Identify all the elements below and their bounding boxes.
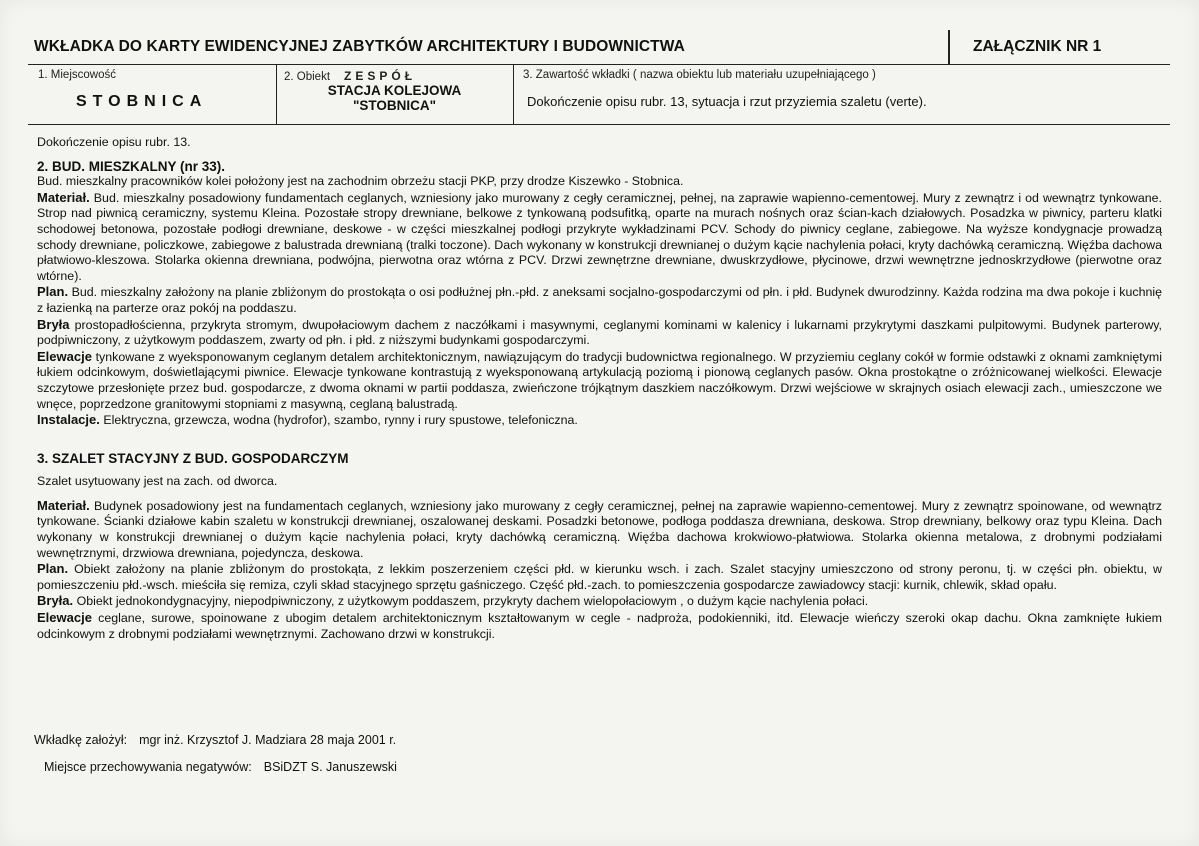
material-label: Materiał. (37, 497, 90, 513)
elewacje-text: ceglane, surowe, spoinowane z ubogim detalem architektonicznym kształtowanym w cegle - nadproża, podokienniki, itd. Elewacje wieńczy szeroki okap dachu. Okna zamknięte łukiem odcinkowym z drobnymi podziałami wewnętrznymi. Zachowano drzwi w konstrukcji. (37, 611, 1162, 641)
section-2-material (37, 190, 1162, 285)
section-2-title: 2. BUD. MIESZKALNY (nr 33). (37, 158, 226, 174)
content-value: Dokończenie opisu rubr. 13, sytuacja i rzut przyziemia szaletu (verte). (527, 94, 927, 109)
form-header (28, 30, 1170, 65)
elewacje-label: Elewacje (37, 348, 92, 364)
object-label-row (284, 69, 416, 83)
section-2-plan (37, 284, 1162, 316)
form-fields-row (28, 64, 1170, 125)
storage-line (44, 760, 397, 774)
object-value-line1: STACJA KOLEJOWA (327, 83, 462, 98)
material-text: Budynek posadowiony jest na fundamentach ceglanych, wzniesiony jako murowany z cegły ceramicznej, pełnej na zaprawie wapienno-cementowej. Mury z zewnątrz spoinowane, od wewnątrz tynkowane. Ścianki działowe kabin szaletu w konstrukcji drewnianej, oszalowanej deskami. Posadzki betonowe, podłoga poddasza drewniana, deskowa. Strop drewniany, belkowy oraz typu Kleina. Dach wykonany w konstrukcji drewnianej o dużym kącie nachylenia połaci, kryty dachówką ceramiczną. Więźba dachowa krokwiowo-płatwiowa. Stolarka okienna metalowa, z drobnymi podziałami wewnętrznymi, drzwiowa drewniana, pojedyncza, deskowa. (37, 498, 1162, 560)
bryla-label: Bryła. (37, 593, 74, 609)
intro-text: Dokończenie opisu rubr. 13. (37, 135, 191, 149)
plan-text: Obiekt założony na planie zbliżonym do prostokąta, z lekkim poszerzeniem części płd. w kierunku wsch. i zach. Szalet stacyjny umieszczono od strony peronu, tj. w części płn. obiektu, w pomieszczeniu płd.-wsch. mieściła się remiza, czyli skład stacyjnego sprzętu gaśniczego. Część płd.-zach. to pomieszczenia gospodarcze zawiadowcy stacji: kurnik, chlewik, skład opału. (37, 562, 1162, 592)
locality-value: STOBNICA (76, 93, 208, 110)
section-2-instalacje (37, 412, 1162, 429)
plan-label: Plan. (37, 561, 69, 577)
form-title: WKŁADKA DO KARTY EWIDENCYJNEJ ZABYTKÓW ARCHITEKTURY I BUDOWNICTWA (34, 38, 685, 55)
plan-text: Bud. mieszkalny założony na planie zbliżonym do prostokąta o osi podłużnej płn.-płd. z aneksami socjalno-gospodarczymi od płn. i płd. Budynek dwurodzinny. Każda rodzina ma dwa pokoje i kuchnię z łazienką na parterze oraz pokój na poddaszu. (37, 285, 1162, 315)
content-label: 3. Zawartość wkładki ( nazwa obiektu lub materiału uzupełniającego ) (523, 69, 876, 81)
bryla-text: Obiekt jednokondygnacyjny, niepodpiwniczony, z użytkowym poddaszem, przykryty dachem wielopołaciowym , o dużym kącie nachylenia połaci. (76, 594, 869, 609)
author-line (34, 733, 396, 747)
author-value: mgr inż. Krzysztof J. Madziara 28 maja 2001 r. (139, 733, 397, 747)
bryla-label: Bryła (37, 316, 70, 332)
content-field (513, 64, 1170, 124)
bryla-text: prostopadłościenna, przykryta stromym, dwupołaciowym dachem z naczółkami i masywnymi, ceglanymi kominami w kalenicy i lukarnami przykrytymi daszkami pulpitowymi. Budynek parterowy, podpiwniczony, z użytkowym poddaszem, zwarty od płn. i płd. z niższymi budynkami gospodarczymi. (37, 317, 1162, 348)
instalacje-text: Elektryczna, grzewcza, wodna (hydrofor), szambo, rynny i rury spustowe, telefoniczna. (103, 413, 578, 428)
section-3-bryla (37, 593, 1162, 610)
section-2-desc: Bud. mieszkalny pracowników kolei położony jest na zachodnim obrzeżu stacji PKP, przy drodze Kiszewko - Stobnica. (37, 174, 684, 189)
section-3-desc: Szalet usytuowany jest na zach. od dworca. (37, 474, 278, 489)
object-value (276, 83, 513, 113)
storage-value: BSiDZT S. Januszewski (263, 760, 397, 774)
object-group: ZESPÓŁ (344, 69, 417, 83)
storage-label: Miejsce przechowywania negatywów: (44, 760, 252, 774)
section-3-plan (37, 561, 1162, 593)
document-body (37, 135, 1162, 642)
section-2-bryla (37, 317, 1162, 349)
header-divider (948, 30, 950, 64)
object-value-line2: "STOBNICA" (352, 98, 437, 113)
material-label: Materiał. (37, 189, 90, 205)
object-label: 2. Obiekt (284, 71, 331, 83)
material-text: Bud. mieszkalny posadowiony fundamentach ceglanych, wzniesiony jako murowany z cegły ceramicznej, pełnej, na zaprawie wapienno-cementowej. Mury z zewnątrz i od wewnątrz tynkowane. Strop nad piwnicą ceramiczny, systemu Kleina. Pozostałe stropy drewniane, belkowe z tynkowaną podsufitką, oparte na murach nośnych oraz ścian-kach działowych. Posadzka w piwnicy, parteru klatki schodowej betonowa, pozostałe podłogi drewniane, deskowe - w części mieszkalnej podłogi przykryte wykładzinami PCV. Schody do piwnicy ceglane, zabiegowe. Na wyższe kondygnacje prowadzą schody drewniane, policzkowe, zabiegowe z balustrada drewnianą (tralki toczone). Dach wykonany w konstrukcji drewnianej o dużym kącie nachylenia połaci, kryty dachówką ceramiczną. Więźba dachowa płatwiowo-kleszowa. Stolarka okienna drewniana, podwójna, pierwotna oraz wtórna z PCV. Drzwi zewnętrzne drewniane, dwuskrzydłowe, płycinowe, drzwi wewnętrzne jednoskrzydłowe (pierwotne oraz wtórne). (37, 190, 1162, 283)
section-3-elewacje (37, 610, 1162, 642)
plan-label: Plan. (37, 284, 69, 300)
elewacje-text: tynkowane z wyeksponowanym ceglanym detalem architektonicznym, nawiązującym do tradycji budownictwa regionalnego. W przyziemiu ceglany cokół w formie odstawki z oknami zamkniętymi łukiem odcinkowym, doświetlającymi piwnice. Elewacje tynkowane kontrastują z wyeksponowaną artykulacją poziomą i pionową ceglanych pasów. Okna prostokątne o zróżnicowanej wielkości. Elewacje szczytowe przesłonięte przez bud. gospodarcze, z dwoma oknami w partii poddasza, zwieńczone trójkątnym daszkiem naczółkowym. Drzwi wejściowe w skrajnych osiach elewacji zach., umieszczone we wnęce, poprzedzone granitowymi stopniami z masywną, ceglaną balustradą. (37, 349, 1162, 411)
attachment-number: ZAŁĄCZNIK NR 1 (973, 38, 1102, 55)
instalacje-label: Instalacje. (37, 412, 100, 428)
locality-label: 1. Miejscowość (38, 69, 116, 81)
section-3-title: 3. SZALET STACYJNY Z BUD. GOSPODARCZYM (37, 450, 349, 466)
section-2-elewacje (37, 349, 1162, 412)
object-field (276, 64, 514, 124)
locality-field (28, 64, 277, 124)
elewacje-label: Elewacje (37, 610, 92, 626)
author-label: Wkładkę założył: (34, 733, 128, 747)
section-3-material (37, 498, 1162, 561)
